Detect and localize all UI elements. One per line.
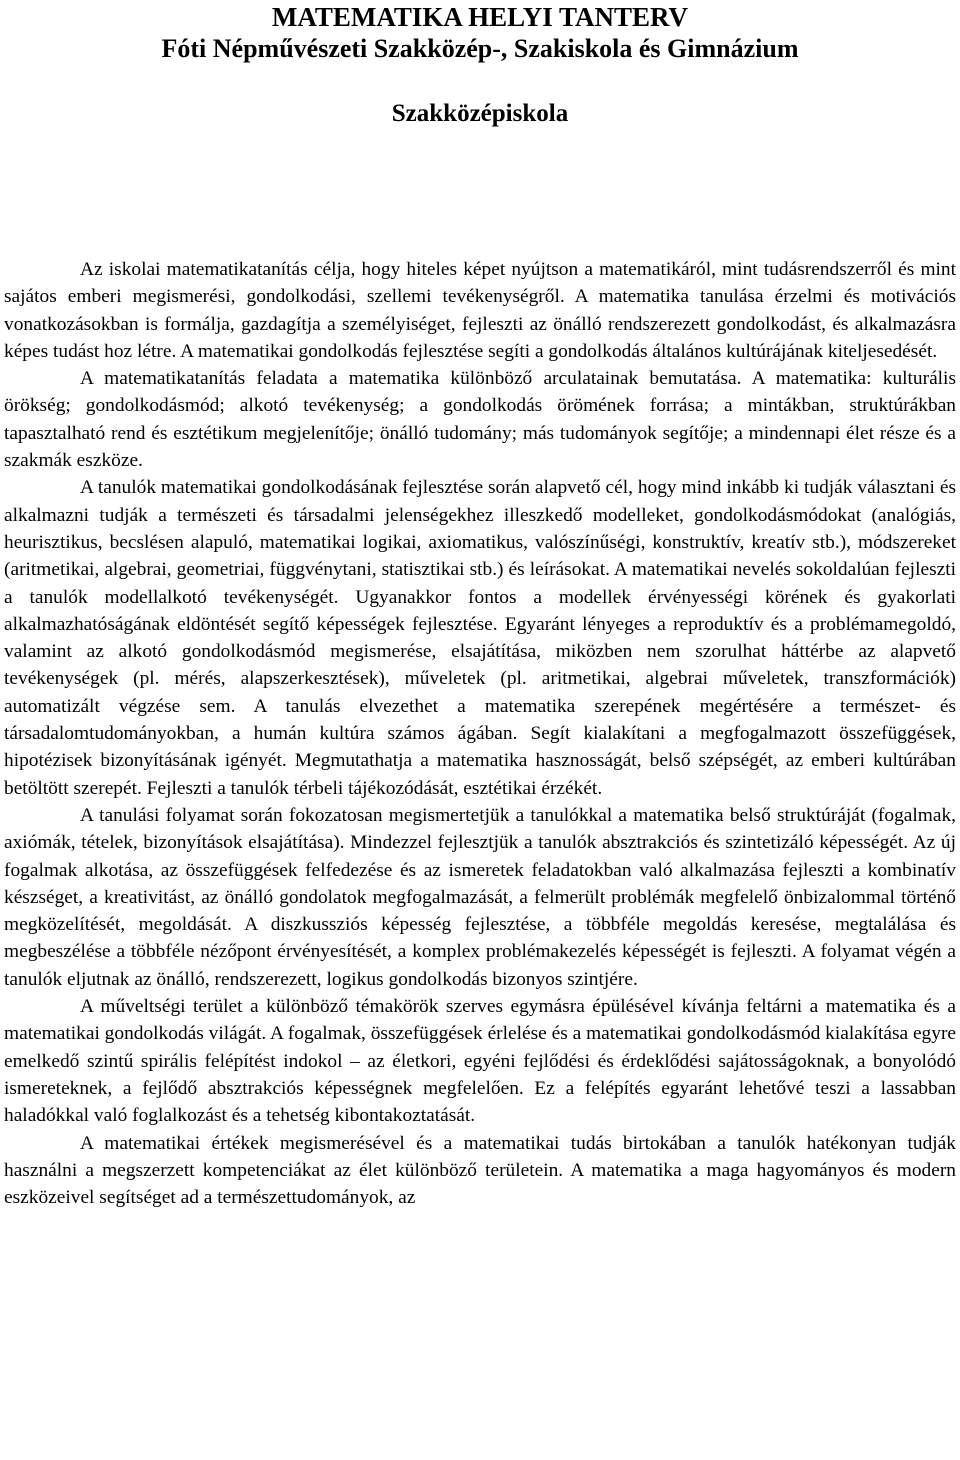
section-title: Szakközépiskola — [391, 100, 569, 127]
body-text — [4, 256, 956, 1211]
paragraph: A tanulók matematikai gondolkodásának fejlesztése során alapvető cél, hogy mind inkább ki tudják választani és alkalmazni tudják a természeti és társadalmi jelenségekhez illeszkedő modelleket, gondolkodásmódokat (analógiás, heurisztikus, becslésen alapuló, matematikai logikai, axiomatikus, valószínűségi, konstruktív, kreatív stb.), módszereket (aritmetikai, algebrai, geometriai, függvénytani, statisztikai stb.) és leírásokat. A matematikai nevelés sokoldalúan fejleszti a tanulók modellalkotó tevékenységét. Ugyanakkor fontos a modellek érvényességi körének és gyakorlati alkalmazhatóságának eldöntését segítő képességek fejlesztése. Egyaránt lényeges a reproduktív és a problémamegoldó, valamint az alkotó gondolkodásmód megismerése, elsajátítása, miközben nem szorulhat háttérbe az alapvető tevékenységek (pl. mérés, alapszerkesztések), műveletek (pl. aritmetikai, algebrai műveletek, transzformációk) automatizált végzése sem. A tanulás elvezethet a matematika szerepének megértésére a természet- és társadalomtudományokban, a humán kultúra számos ágában. Segít kialakítani a megfogalmazott összefüggések, hipotézisek bizonyításának igényét. Megmutathatja a matematika hasznosságát, belső szépségét, az emberi kultúrában betöltött szerepét. Fejleszti a tanulók térbeli tájékozódását, esztétikai érzékét. — [4, 477, 956, 799]
document-title: MATEMATIKA HELYI TANTERV — [271, 2, 689, 32]
paragraph: A műveltségi terület a különböző témakörök szerves egymásra épülésével kívánja feltárni a matematika és a matematikai gondolkodás világát. A fogalmak, összefüggések érlelése és a matematikai gondolkodásmód kialakítása egyre emelkedő szintű spirális felépítést indokol – az életkori, egyéni fejlődési és érdeklődési sajátosságoknak, a bonyolódó ismereteknek, a fejlődő absztrakciós képességnek megfelelően. Ez a felépítés egyaránt lehetővé teszi a lassabban haladókkal való foglalkozást és a tehetség kibontakoztatását. — [4, 996, 957, 1127]
paragraph: Az iskolai matematikatanítás célja, hogy hiteles képet nyújtson a matematikáról, mint tudásrendszerről és mint sajátos emberi megismerési, gondolkodási, szellemi tevékenységről. A matematika tanulása érzelmi és motivációs vonatkozásokban is formálja, gazdagítja a személyiséget, fejleszti az önálló rendszerezett gondolkodást, és alkalmazásra képes tudást hoz létre. A matematikai gondolkodás fejlesztése segíti a gondolkodás általános kultúrájának kiteljesedését. — [4, 259, 956, 362]
school-name: Fóti Népművészeti Szakközép-, Szakiskola és Gimnázium — [161, 34, 799, 63]
paragraph: A matematikatanítás feladata a matematika különböző arculatainak bemutatása. A matematika: kulturális örökség; gondolkodásmód; alkotó tevékenység; a gondolkodás örömének forrása; a mintákban, struktúrákban tapasztalható rend és esztétikum megjelenítője; önálló tudomány; más tudományok segítője; a mindennapi élet része és a szakmák eszköze. — [4, 368, 956, 472]
paragraph: A matematikai értékek megismerésével és a matematikai tudás birtokában a tanulók hatékonyan tudják használni a megszerzett kompetenciákat az élet különböző területein. A matematika a maga hagyományos és modern eszközeivel segítséget ad a természettudományok, az — [4, 1132, 956, 1209]
paragraph: A tanulási folyamat során fokozatosan megismertetjük a tanulókkal a matematika belső struktúráját (fogalmak, axiómák, tételek, bizonyítások elsajátítása). Mindezzel fejlesztjük a tanulók absztrakciós és szintetizáló képességét. Az új fogalmak alkotása, az összefüggések felfedezése és az ismeretek feladatokban való alkalmazása fejleszti a kombinatív készséget, a kreativitást, az önálló gondolatok megfogalmazását, a felmerült problémák megfelelő önbizalommal történő megközelítését, megoldását. A diszkussziós képesség fejlesztése, a többféle megoldás keresése, megtalálása és megbeszélése a többféle nézőpont érvényesítését, a komplex problémakezelés képességét is fejleszti. A folyamat végén a tanulók eljutnak az önálló, rendszerezett, logikus gondolkodás bizonyos szintjére. — [4, 804, 956, 990]
